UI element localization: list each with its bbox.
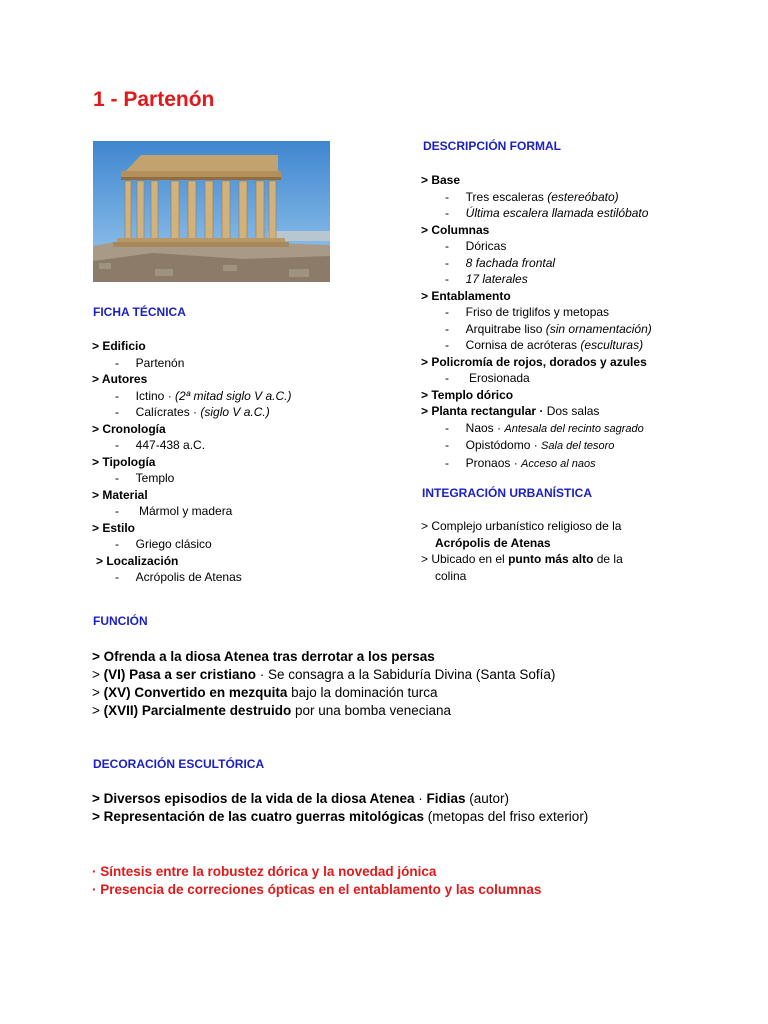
integracion-list (421, 518, 623, 584)
funcion-item-3: bajo la dominación turca (287, 685, 438, 700)
conclusion-list (92, 863, 541, 899)
autores-label: > Autores (92, 372, 148, 386)
planta-label: > Planta rectangular · (421, 404, 547, 418)
planta-item-2-note: Sala del tesoro (541, 440, 615, 452)
estilo-value: Griego clásico (135, 537, 212, 551)
integracion-line-2: Acrópolis de Atenas (435, 535, 551, 550)
integracion-heading: INTEGRACIÓN URBANÍSTICA (422, 486, 592, 500)
templo-dorico-label: > Templo dórico (421, 387, 514, 402)
page-title: 1 - Partenón (93, 88, 215, 111)
edificio-label: > Edificio (92, 339, 146, 353)
integracion-line-3: > Ubicado en el (421, 552, 509, 566)
funcion-item-2-prefix: > (92, 667, 104, 682)
entablamento-item-3: Cornisa de acróteras (465, 338, 581, 352)
decoracion-item-1-bold: > Diversos episodios de la vida de la diosa Atenea (92, 791, 415, 806)
conclusion-item-2: · Presencia de correciones ópticas en el entablamento y las columnas (92, 882, 542, 897)
ficha-tecnica-heading: FICHA TÉCNICA (93, 305, 186, 319)
columnas-item-1: Dóricas (465, 239, 507, 253)
funcion-heading: FUNCIÓN (93, 614, 148, 628)
estilo-label: > Estilo (92, 520, 136, 535)
integracion-line-4: colina (435, 568, 467, 583)
columnas-label: > Columnas (421, 222, 490, 237)
decoracion-heading: DECORACIÓN ESCULTÓRICA (93, 757, 265, 771)
cronologia-value: 447-438 a.C. (135, 438, 206, 452)
conclusion-item-1: · Síntesis entre la robustez dórica y la novedad jónica (92, 864, 437, 879)
columnas-item-2: 8 fachada frontal (465, 255, 556, 270)
funcion-item-4-prefix: > (92, 703, 104, 718)
decoracion-item-1-note: (autor) (465, 791, 510, 806)
descripcion-list: > Base - Tres escaleras (estereóbato) - Última escalera llamada estilóbato > Columnas - Dóricas - 8 fachada frontal - 17 laterales > Entablamento - Friso de triglifos y metopas - Arquitrabe liso (sin ornamentación) - Cornisa de acróteras (esculturas) > Policromía de rojos, dorados y azules - Erosionada > Templo dórico > Planta rectangular · Dos salas - Naos · Antesala del recinto sagrado - Opistódomo · Sala del tesoro - Pronaos · Acceso al naos (421, 173, 652, 470)
funcion-list (92, 648, 555, 720)
decoracion-item-2-note: (metopas del friso exterior) (424, 809, 589, 824)
integracion-line-1: > Complejo urbanístico religioso de la (421, 519, 622, 533)
tipologia-value: Templo (135, 471, 175, 485)
entablamento-item-3-note: (esculturas) (580, 338, 644, 352)
edificio-value: Partenón (135, 355, 185, 370)
material-value: Mármol y madera (139, 504, 233, 518)
funcion-item-4: por una bomba veneciana (291, 703, 452, 718)
columnas-item-3: 17 laterales (465, 272, 528, 286)
funcion-item-1: > Ofrenda a la diosa Atenea tras derrotar a los persas (92, 649, 435, 664)
policromia-label: > Policromía de rojos, dorados y azules (421, 354, 647, 369)
planta-item-3-note: Acceso al naos (521, 457, 596, 470)
decoracion-item-2-bold: > Representación de las cuatro guerras mitológicas (92, 809, 424, 824)
ficha-list: > Edificio - Partenón > Autores - Ictino · (2ª mitad siglo V a.C.) - Calícrates · (siglo V a.C.) > Cronología - 447-438 a.C. > Tipología - Templo > Material - Mármol y madera > Estilo - Griego clásico > Localización - Acrópolis de Atenas (92, 339, 292, 584)
descripcion-formal-heading: DESCRIPCIÓN FORMAL (423, 139, 561, 153)
localizacion-label: > Localización (96, 553, 179, 568)
cronologia-label: > Cronología (92, 421, 166, 436)
entablamento-item-2-note: (sin ornamentación) (545, 321, 652, 336)
funcion-item-2-bold: (VI) Pasa a ser cristiano (103, 667, 256, 682)
autor-1-note: (2ª mitad siglo V a.C.) (175, 388, 292, 403)
planta-item-1: Naos · (465, 420, 505, 435)
integracion-line-3-end: de la (593, 552, 623, 566)
entablamento-item-1: Friso de triglifos y metopas (465, 305, 610, 319)
base-label: > Base (421, 173, 461, 187)
integracion-line-3-bold: punto más alto (508, 552, 594, 566)
base-item-2: Última escalera llamada estilóbato (465, 206, 649, 220)
localizacion-value: Acrópolis de Atenas (135, 570, 242, 584)
policromia-item-1: Erosionada (469, 371, 530, 385)
decoracion-item-1-author: Fidias (426, 791, 466, 806)
material-label: > Material (92, 487, 148, 502)
entablamento-label: > Entablamento (421, 288, 511, 303)
funcion-item-2: · Se consagra a la Sabiduría Divina (Santa Sofía) (255, 667, 556, 682)
planta-item-2: Opistódomo · (465, 438, 542, 452)
decoracion-item-1-sep: · (414, 791, 427, 806)
funcion-item-3-bold: (XV) Convertido en mezquita (103, 685, 288, 700)
autor-2: Calícrates · (135, 405, 201, 419)
funcion-item-4-bold: (XVII) Parcialmente destruido (103, 703, 292, 718)
base-item-1: Tres escaleras (465, 189, 548, 204)
entablamento-item-2: Arquitrabe liso (465, 321, 546, 336)
planta-item-3: Pronaos · (465, 455, 522, 470)
autor-2-note: (siglo V a.C.) (200, 405, 270, 419)
planta-item-1-note: Antesala del recinto sagrado (504, 422, 644, 435)
planta-value: Dos salas (546, 404, 600, 418)
parthenon-photo (93, 141, 330, 282)
decoracion-list (92, 790, 588, 826)
base-item-1-note: (estereóbato) (547, 189, 619, 204)
autor-1: Ictino · (135, 388, 176, 403)
funcion-item-3-prefix: > (92, 685, 104, 700)
tipologia-label: > Tipología (92, 454, 156, 469)
